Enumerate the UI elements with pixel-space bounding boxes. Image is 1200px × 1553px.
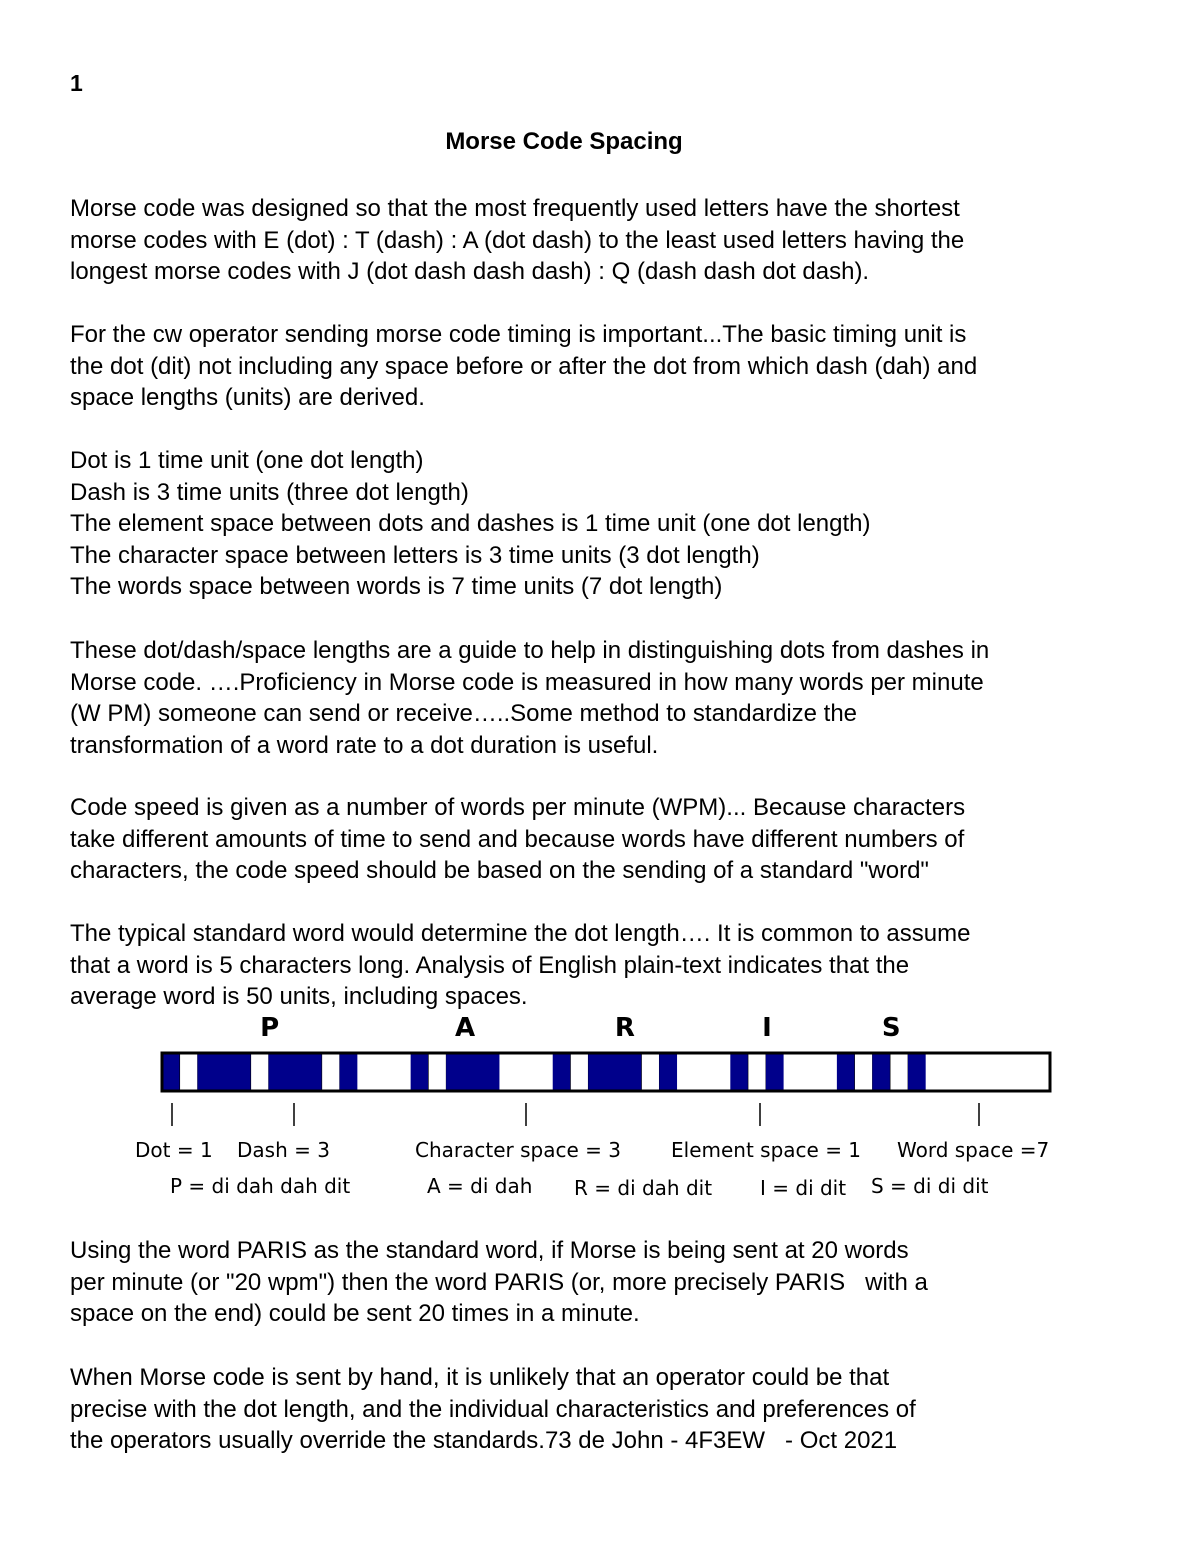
- morse-dot-p: [162, 1053, 180, 1091]
- text-line: When Morse code is sent by hand, it is unlikely that an operator could be that: [70, 1364, 890, 1391]
- element-space: [642, 1053, 660, 1091]
- legend-word-space: Word space =7: [897, 1138, 1050, 1162]
- paragraph-code-speed: [70, 792, 1150, 887]
- text-line: The words space between words is 7 time units (7 dot length): [70, 573, 723, 600]
- morse-dot-r: [659, 1053, 677, 1091]
- element-space: [890, 1053, 908, 1091]
- morse-dash-p: [269, 1053, 322, 1091]
- legend-character-space: Character space = 3: [415, 1138, 621, 1162]
- paragraph-intro: [70, 193, 1150, 288]
- element-space: [322, 1053, 340, 1091]
- element-space: [748, 1053, 766, 1091]
- text-line: Dot is 1 time unit (one dot length): [70, 447, 424, 474]
- text-line: The character space between letters is 3 time units (3 dot length): [70, 541, 760, 569]
- code-labels: [170, 1174, 989, 1200]
- text-line: transformation of a word rate to a dot duration is useful.: [70, 731, 659, 759]
- element-space: [428, 1053, 446, 1091]
- text-line: space lengths (units) are derived.: [70, 384, 425, 411]
- text-line: that a word is 5 characters long. Analysis of English plain-text indicates that the: [70, 951, 910, 979]
- element-space: [251, 1053, 269, 1091]
- text-line: longest morse codes with J (dot dash dash dash) : Q (dash dash dot dash).: [70, 258, 870, 285]
- text-line: Morse code was designed so that the most frequently used letters have the shortest: [70, 195, 960, 222]
- morse-dot-s: [872, 1053, 890, 1091]
- legend-element-space: Element space = 1: [671, 1138, 862, 1162]
- element-space: [180, 1053, 198, 1091]
- code-a: A = di dah: [427, 1174, 533, 1198]
- paragraph-proficiency: [70, 635, 1150, 761]
- text-line: Code speed is given as a number of words per minute (WPM)... Because characters: [70, 794, 966, 821]
- text-line: For the cw operator sending morse code timing is important...The basic timing unit is: [70, 321, 967, 348]
- text-line: take different amounts of time to send and because words have different numbers of: [70, 825, 965, 853]
- code-s: S = di di dit: [871, 1174, 989, 1198]
- letter-label-s: S: [881, 1013, 901, 1043]
- morse-dot-i: [730, 1053, 748, 1091]
- morse-marks: [162, 1053, 926, 1091]
- paris-timing-diagram: [130, 1008, 1070, 1208]
- text-line: These dot/dash/space lengths are a guide to help in distinguishing dots from dashes in: [70, 637, 990, 664]
- text-line: Dash is 3 time units (three dot length): [70, 478, 469, 506]
- text-line: The typical standard word would determine the dot length…. It is common to assume: [70, 920, 971, 947]
- text-line: the operators usually override the standards.73 de John - 4F3EW - Oct 2021: [70, 1427, 898, 1454]
- text-line: the dot (dit) not including any space before or after the dot from which dash (dah) and: [70, 352, 978, 380]
- legend-ticks: [172, 1103, 979, 1126]
- morse-dot-r: [553, 1053, 571, 1091]
- text-line: characters, the code speed should be based on the sending of a standard "word": [70, 857, 929, 884]
- page-number: 1: [70, 70, 83, 96]
- legend-dot: Dot = 1: [135, 1138, 213, 1162]
- code-p: P = di dah dah dit: [170, 1174, 351, 1198]
- paragraph-timing: [70, 319, 1150, 414]
- paragraph-closing: [70, 1362, 1150, 1457]
- paragraph-standard-word: [70, 918, 1150, 1013]
- text-line: The element space between dots and dashes is 1 time unit (one dot length): [70, 510, 871, 537]
- element-space: [855, 1053, 873, 1091]
- morse-dash-p: [198, 1053, 251, 1091]
- morse-dot-a: [411, 1053, 429, 1091]
- text-line: morse codes with E (dot) : T (dash) : A (dot dash) to the least used letters having the: [70, 226, 965, 254]
- text-line: per minute (or "20 wpm") then the word PARIS (or, more precisely PARIS with a: [70, 1268, 928, 1296]
- paragraph-paris: [70, 1235, 1150, 1330]
- code-r: R = di dah dit: [574, 1176, 713, 1200]
- letter-label-a: A: [454, 1013, 476, 1043]
- code-i: I = di dit: [760, 1176, 847, 1200]
- text-line: average word is 50 units, including spaces.: [70, 983, 528, 1010]
- text-line: precise with the dot length, and the individual characteristics and preferences of: [70, 1395, 916, 1423]
- text-line: Morse code. ….Proficiency in Morse code is measured in how many words per minute: [70, 668, 984, 696]
- paragraph-units: [70, 445, 1150, 603]
- page-title: Morse Code Spacing: [445, 128, 683, 155]
- morse-dot-s: [837, 1053, 855, 1091]
- legend-dash: Dash = 3: [237, 1138, 330, 1162]
- letter-label-p: P: [260, 1013, 280, 1043]
- element-space: [570, 1053, 588, 1091]
- morse-dot-i: [766, 1053, 784, 1091]
- letter-label-r: R: [614, 1013, 635, 1043]
- legend-labels: [135, 1138, 1049, 1162]
- text-line: space on the end) could be sent 20 times in a minute.: [70, 1300, 640, 1327]
- text-line: (W PM) someone can send or receive…..Some method to standardize the: [70, 700, 858, 727]
- letter-labels: [260, 1013, 900, 1043]
- text-line: Using the word PARIS as the standard word, if Morse is being sent at 20 words: [70, 1237, 909, 1264]
- letter-label-i: I: [762, 1013, 772, 1043]
- morse-dot-s: [908, 1053, 926, 1091]
- morse-dash-a: [446, 1053, 499, 1091]
- morse-dash-r: [588, 1053, 641, 1091]
- morse-dot-p: [340, 1053, 358, 1091]
